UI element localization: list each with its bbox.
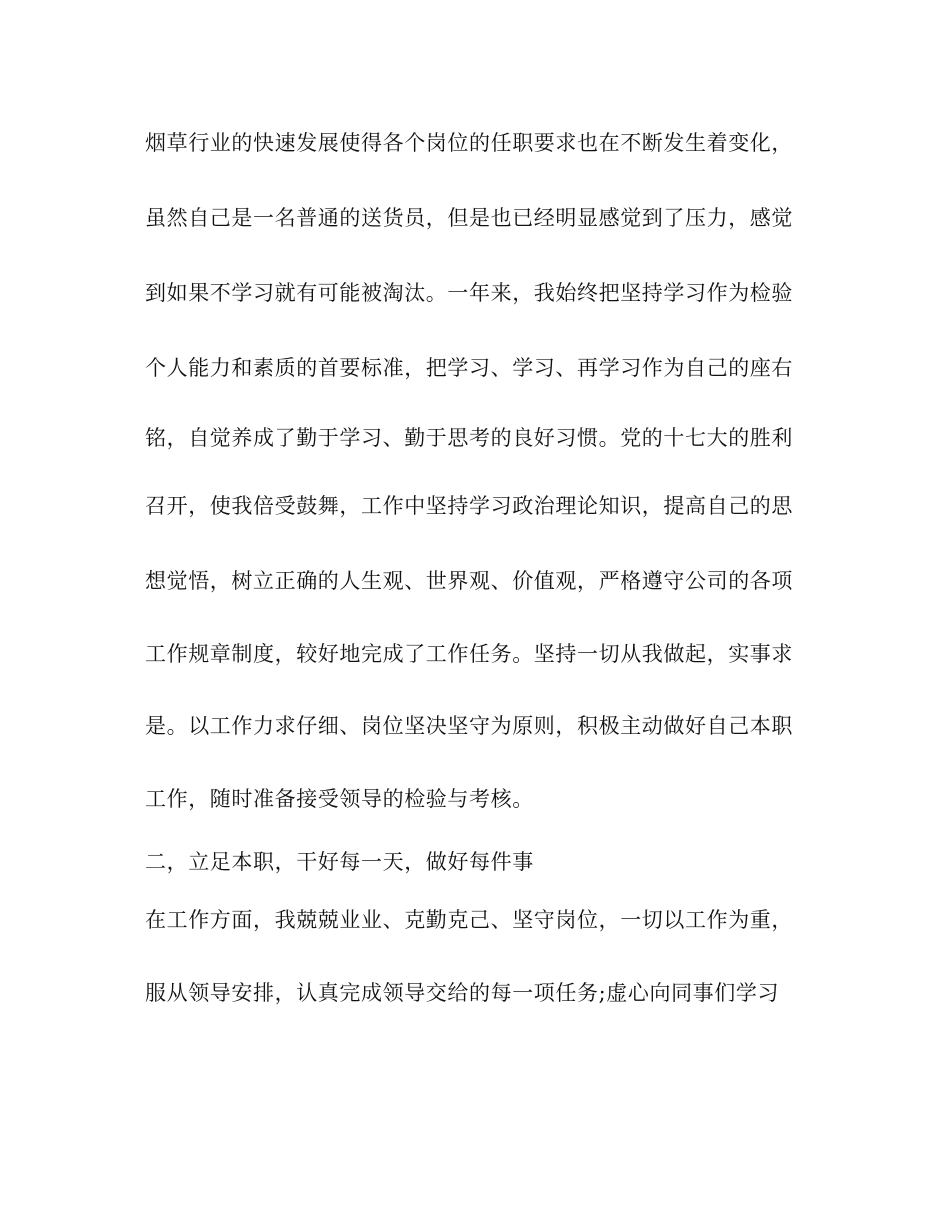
paragraph-line: 是。以工作力求仔细、岗位坚决坚守为原则，积极主动做好自己本职 — [145, 714, 793, 738]
paragraph-line: 到如果不学习就有可能被淘汰。一年来，我始终把坚持学习作为检验 — [145, 281, 793, 305]
paragraph-line: 铭，自觉养成了勤于学习、勤于思考的良好习惯。党的十七大的胜利 — [145, 426, 793, 450]
paragraph-line: 工作规章制度，较好地完成了工作任务。坚持一切从我做起，实事求 — [145, 642, 793, 666]
paragraph-line: 在工作方面，我兢兢业业、克勤克己、坚守岗位，一切以工作为重， — [145, 908, 793, 932]
paragraph-line: 虽然自己是一名普通的送货员，但是也已经明显感觉到了压力，感觉 — [145, 206, 793, 230]
paragraph-line: 召开，使我倍受鼓舞，工作中坚持学习政治理论知识，提高自己的思 — [145, 494, 793, 518]
paragraph-line: 服从领导安排，认真完成领导交给的每一项任务;虚心向同事们学习 — [145, 981, 780, 1005]
section-heading: 二，立足本职，干好每一天，做好每件事 — [145, 850, 534, 874]
paragraph-line: 工作，随时准备接受领导的检验与考核。 — [145, 787, 534, 811]
paragraph-line: 想觉悟，树立正确的人生观、世界观、价值观，严格遵守公司的各项 — [145, 569, 793, 593]
paragraph-line: 烟草行业的快速发展使得各个岗位的任职要求也在不断发生着变化， — [145, 131, 793, 155]
paragraph-line: 个人能力和素质的首要标准，把学习、学习、再学习作为自己的座右 — [145, 356, 793, 380]
